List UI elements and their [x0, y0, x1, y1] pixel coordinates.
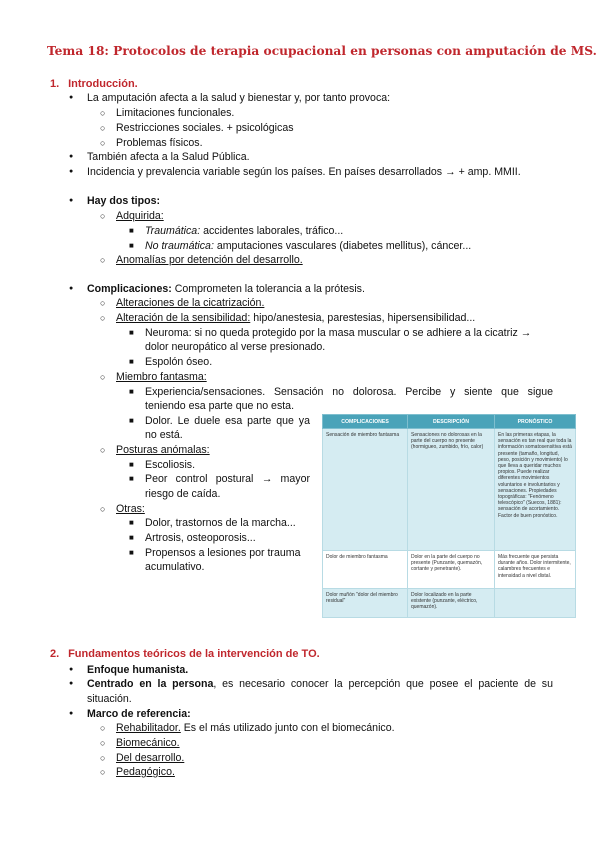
inline-label: Rehabilitador.	[116, 722, 181, 734]
section-number: 1.	[50, 78, 60, 90]
list-item-continuation: teniendo esa parte que no esta.	[145, 400, 295, 412]
table-row	[323, 551, 576, 589]
inline-text: , es necesario conocer la percepción que posee el paciente de su	[213, 678, 553, 690]
list-item	[87, 282, 365, 296]
list-item: ■ Dolor, trastornos de la marcha...	[145, 516, 296, 530]
list-item: ■ Artrosis, osteoporosis...	[145, 531, 256, 545]
inline-text: amputaciones vasculares (diabetes mellitus), cáncer...	[213, 240, 472, 252]
list-item	[145, 224, 343, 238]
inline-label: Centrado en la persona	[87, 678, 214, 690]
list-item-continuation: situación.	[87, 693, 132, 705]
table-cell: Sensación de miembro fantasma	[323, 429, 408, 551]
inline-text: hipo/anestesia, parestesias, hipersensibilidad...	[250, 312, 476, 324]
list-item	[116, 721, 395, 735]
table-cell: En las primeras etapas, la sensación es tan real que toda la información somatosensitiva está presente (tamaño, longitud, peso, posición y movimiento) lo que lleva a queridar muchos propios. Puede realizar diferentes movimientos voluntarios e involuntarios y sensaciones. Propiedades topográficas: "Fenómeno telescópico" (Suecos, 1881): sensación de acortamiento. Factor de buen pronóstico.	[495, 429, 576, 551]
list-item: ■ Dolor. Le duele esa parte que ya	[145, 414, 310, 428]
list-item-continuation: dolor neuropático al verse presionado.	[145, 341, 326, 353]
list-item	[116, 311, 475, 325]
list-item: ■ Experiencia/sensaciones. Sensación no dolorosa. Percibe y siente que sigue	[145, 385, 553, 399]
list-item: ● También afecta a la Salud Pública.	[87, 150, 250, 164]
list-item: ● Incidencia y prevalencia variable según los países. En países desarrollados → + amp. MMII.	[87, 165, 521, 179]
list-item: ○ Otras:	[116, 502, 145, 516]
list-item-continuation: acumulativo.	[145, 561, 205, 573]
table-row	[323, 429, 576, 551]
list-item: ○ Restricciones sociales. + psicológicas	[116, 121, 294, 135]
list-item	[87, 677, 553, 691]
table-cell: Dolor muñón "dolor del miembro residual"	[323, 589, 408, 618]
table-cell: Dolor de miembro fantasma	[323, 551, 408, 589]
table-header: COMPLICACIONES	[323, 415, 408, 429]
list-item: ○ Anomalías por detención del desarrollo.	[116, 253, 303, 267]
list-item: ■ Propensos a lesiones por trauma	[145, 546, 300, 560]
complications-table	[322, 414, 576, 618]
list-item: ■ Neuroma: si no queda protegido por la masa muscular o se adhiere a la cicatriz →	[145, 326, 531, 340]
list-item: ■ Peor control postural → mayor	[145, 472, 310, 486]
list-item-continuation: riesgo de caída.	[145, 488, 221, 500]
inline-label: Complicaciones:	[87, 283, 172, 295]
section-title: Fundamentos teóricos de la intervención de TO.	[68, 648, 320, 660]
table-cell: Sensaciones no dolorosas en la parte del cuerpo no presente (hormigueo, zumbido, frío, calor)	[408, 429, 495, 551]
page-title: Tema 18: Protocolos de terapia ocupacional en personas con amputación de MS.	[47, 44, 597, 58]
list-item	[145, 239, 471, 253]
inline-label: Alteración de la sensibilidad:	[116, 312, 251, 324]
list-item: ● Enfoque humanista.	[87, 663, 188, 677]
inline-text: accidentes laborales, tráfico...	[200, 225, 344, 237]
inline-label: No traumática:	[145, 240, 214, 252]
list-item: ● La amputación afecta a la salud y bienestar y, por tanto provoca:	[87, 91, 390, 105]
list-item: ○ Posturas anómalas:	[116, 443, 210, 457]
list-item: ■ Espolón óseo.	[145, 355, 212, 369]
table-cell: Más frecuente que persista durante años. Dolor intermitente, calambres frecuentes e intensidad a nivel distal.	[495, 551, 576, 589]
inline-text: Comprometen la tolerancia a la prótesis.	[171, 283, 365, 295]
list-item: ○ Del desarrollo.	[116, 751, 184, 765]
table-header: DESCRIPCIÓN	[408, 415, 495, 429]
table-cell	[495, 589, 576, 618]
list-item: ■ Escoliosis.	[145, 458, 195, 472]
list-item: ○ Alteraciones de la cicatrización.	[116, 296, 264, 310]
list-item-continuation: no está.	[145, 429, 183, 441]
section-heading-introduccion	[50, 78, 138, 90]
inline-text: Es el más utilizado junto con el biomecánico.	[180, 722, 395, 734]
list-item: ○ Limitaciones funcionales.	[116, 106, 234, 120]
list-item: ○ Adquirida:	[116, 209, 164, 223]
section-heading-fundamentos	[50, 648, 320, 660]
section-title: Introducción.	[68, 78, 138, 90]
table-cell: Dolor localizado en la parte existente (punzante, eléctrico, quemazón).	[408, 589, 495, 618]
list-item: ○ Problemas físicos.	[116, 136, 203, 150]
list-item: ○ Biomecánico.	[116, 736, 180, 750]
section-number: 2.	[50, 648, 60, 660]
list-item: ● Hay dos tipos:	[87, 194, 160, 208]
table-header: PRONÓSTICO	[495, 415, 576, 429]
table-row	[323, 589, 576, 618]
list-item: ○ Pedagógico.	[116, 765, 175, 779]
inline-label: Traumática:	[145, 225, 201, 237]
list-item: ● Marco de referencia:	[87, 707, 191, 721]
table-cell: Dolor en la parte del cuerpo no presente (Punzante, quemazón, cortante y penetrante).	[408, 551, 495, 589]
list-item: ○ Miembro fantasma:	[116, 370, 207, 384]
